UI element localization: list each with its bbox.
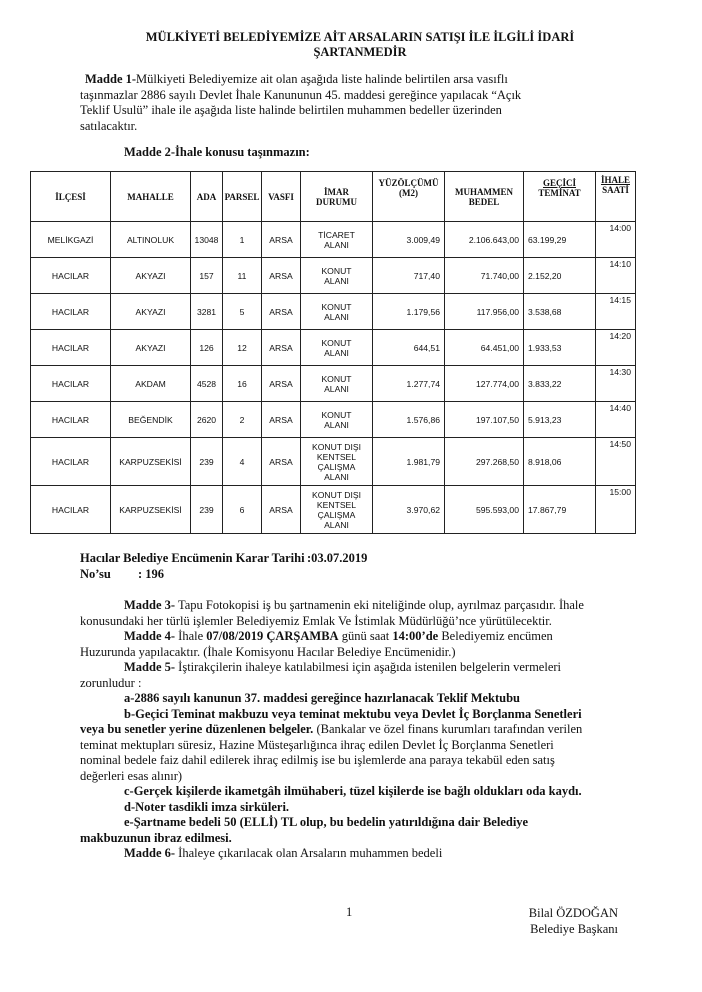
madde-5-item-a: a-2886 sayılı kanunun 37. maddesi gereğince hazırlanacak Teklif Mektubu: [124, 691, 521, 705]
cell-parsel: 6: [223, 486, 262, 534]
parcel-table: [30, 171, 636, 534]
cell-muhammen: 197.107,50: [445, 402, 524, 438]
cell-saat: 14:20: [596, 330, 636, 366]
cell-parsel: 16: [223, 366, 262, 402]
cell-imar: KONUT ALANI: [301, 294, 373, 330]
cell-ilce: HACILAR: [31, 258, 111, 294]
header-gecici-teminat: GEÇİCİ TEMİNAT: [524, 172, 596, 222]
table-row: [31, 486, 636, 534]
madde-1: [80, 72, 616, 134]
cell-muhammen: 2.106.643,00: [445, 222, 524, 258]
table-row: [31, 258, 636, 294]
signer-name: Bilal ÖZDOĞAN: [528, 906, 618, 920]
karar-tarih-value: :03.07.2019: [307, 551, 368, 565]
madde-1-line-2: taşınmazlar 2886 sayılı Devlet İhale Kanununun 45. maddesi gereğince yapılacak “Açık: [80, 87, 522, 102]
cell-imar: KONUT ALANI: [301, 366, 373, 402]
cell-parsel: 2: [223, 402, 262, 438]
cell-vasfi: ARSA: [262, 294, 301, 330]
cell-teminat: 2.152,20: [524, 258, 596, 294]
cell-imar: KONUT ALANI: [301, 330, 373, 366]
cell-ada: 126: [191, 330, 223, 366]
cell-teminat: 3.833,22: [524, 366, 596, 402]
cell-teminat: 8.918,06: [524, 438, 596, 486]
cell-ada: 4528: [191, 366, 223, 402]
table-row: [31, 402, 636, 438]
document-title: [80, 30, 640, 60]
madde-3-line-1: Tapu Fotokopisi iş bu şartnamenin eki niteliğinde olup, ayrılmaz parçasıdır. İhale: [175, 598, 584, 612]
cell-parsel: 12: [223, 330, 262, 366]
table-row: [31, 222, 636, 258]
cell-saat: 14:00: [596, 222, 636, 258]
title-line-2: ŞARTANMEDİR: [313, 45, 407, 59]
table-row: [31, 294, 636, 330]
cell-ilce: HACILAR: [31, 330, 111, 366]
header-ilce: İLÇESİ: [31, 172, 111, 222]
madde-2-heading: Madde 2-İhale konusu taşınmazın:: [124, 145, 310, 159]
cell-saat: 14:15: [596, 294, 636, 330]
cell-muhammen: 297.268,50: [445, 438, 524, 486]
cell-mahalle: AKYAZI: [111, 294, 191, 330]
cell-muhammen: 64.451,00: [445, 330, 524, 366]
cell-imar: KONUT DIŞI KENTSEL ÇALIŞMA ALANI: [301, 486, 373, 534]
cell-ada: 2620: [191, 402, 223, 438]
cell-mahalle: BEĞENDİK: [111, 402, 191, 438]
cell-ilce: MELİKGAZİ: [31, 222, 111, 258]
header-ihale-saati: İHALE SAATİ: [596, 172, 636, 222]
madde-5-line-1: İştirakçilerin ihaleye katılabilmesi için aşağıda istenilen belgelerin vermeleri: [175, 660, 562, 674]
cell-mahalle: AKYAZI: [111, 330, 191, 366]
table-row: [31, 366, 636, 402]
madde-4-line-2: Huzurunda yapılacaktır. (İhale Komisyonu Hacılar Belediye Encümenidir.): [80, 644, 456, 659]
cell-mahalle: ALTINOLUK: [111, 222, 191, 258]
cell-imar: TİCARET ALANI: [301, 222, 373, 258]
cell-ada: 3281: [191, 294, 223, 330]
cell-saat: 14:40: [596, 402, 636, 438]
madde-5-item-e-2: makbuzunun ibraz edilmesi.: [80, 830, 232, 845]
cell-yuzolcumu: 1.576,86: [373, 402, 445, 438]
table-row: [31, 438, 636, 486]
articles-body: Madde 3- Tapu Fotokopisi iş bu şartnamenin eki niteliğinde olup, ayrılmaz parçasıdır. İhale konusundaki her türlü işlemler Belediyemiz Emlak Ve İstimlak Müdürlüğü’nce yürütülecektir. Madde 4- İhale 07/08/2019 ÇARŞAMBA günü saat 14:00’de Belediyemiz encümen Huzurunda yapılacaktır. (İhale Komisyonu Hacılar Belediye Encümenidir.) Madde 5- İştirakçilerin ihaleye katılabilmesi için aşağıda istenilen belgelerin vermeleri zorunludur : a-2886 sayılı kanunun 37. maddesi gereğince hazırlanacak Teklif Mektubu b-Geçici Teminat makbuzu veya teminat mektubu veya Devlet İç Borçlanma Senetleri veya bu senetler yerine düzenlenen belgeler. (Bankalar ve özel finans kurumları tarafından verilen teminat mektupları süresiz, Hazine Müsteşarlığınca ihraç edilen Devlet İç Borçlanma Senetleri nominal bedele faiz dahil edilerek ihraç edilmiş ise bu işlemlerde ana paraya tekabül eden satış değerleri esas alınır) c-Gerçek kişilerde ikametgâh ilmühaberi, tüzel kişilerde ise bağlı oldukları oda kaydı. d-Noter tasdikli imza sirküleri. e-Şartname bedeli 50 (ELLİ) TL olup, bu bedelin yatırıldığına dair Belediye makbuzunun ibraz edilmesi. Madde 6- İhaleye çıkarılacak olan Arsaların muhammen bedeli: [80, 598, 616, 862]
madde-5-item-b-1: b-Geçici Teminat makbuzu veya teminat mektubu veya Devlet İç Borçlanma Senetleri: [124, 706, 582, 721]
cell-yuzolcumu: 644,51: [373, 330, 445, 366]
cell-parsel: 5: [223, 294, 262, 330]
cell-muhammen: 595.593,00: [445, 486, 524, 534]
header-vasfi: VASFI: [262, 172, 301, 222]
table-row: [31, 330, 636, 366]
cell-ada: 157: [191, 258, 223, 294]
cell-mahalle: KARPUZSEKİSİ: [111, 486, 191, 534]
cell-muhammen: 117.956,00: [445, 294, 524, 330]
cell-ilce: HACILAR: [31, 294, 111, 330]
karar-block: [80, 551, 480, 583]
cell-mahalle: AKYAZI: [111, 258, 191, 294]
header-parsel: PARSEL: [223, 172, 262, 222]
cell-yuzolcumu: 3.970,62: [373, 486, 445, 534]
cell-ilce: HACILAR: [31, 438, 111, 486]
cell-mahalle: KARPUZSEKİSİ: [111, 438, 191, 486]
cell-ada: 13048: [191, 222, 223, 258]
cell-yuzolcumu: 1.277,74: [373, 366, 445, 402]
cell-yuzolcumu: 1.981,79: [373, 438, 445, 486]
cell-vasfi: ARSA: [262, 330, 301, 366]
cell-teminat: 63.199,29: [524, 222, 596, 258]
madde-4-label: Madde 4-: [124, 629, 176, 643]
cell-ilce: HACILAR: [31, 366, 111, 402]
karar-tarih-label: Hacılar Belediye Encümenin Karar Tarihi: [80, 551, 305, 565]
cell-imar: KONUT DIŞI KENTSEL ÇALIŞMA ALANI: [301, 438, 373, 486]
cell-saat: 14:10: [596, 258, 636, 294]
cell-vasfi: ARSA: [262, 222, 301, 258]
cell-teminat: 5.913,23: [524, 402, 596, 438]
cell-muhammen: 127.774,00: [445, 366, 524, 402]
title-line-1: MÜLKİYETİ BELEDİYEMİZE AİT ARSALARIN SATIŞI İLE İLGİLİ İDARİ: [145, 30, 575, 44]
madde-5-label: Madde 5-: [124, 660, 176, 674]
page-number: 1: [346, 905, 353, 919]
cell-mahalle: AKDAM: [111, 366, 191, 402]
cell-imar: KONUT ALANI: [301, 402, 373, 438]
cell-vasfi: ARSA: [262, 258, 301, 294]
signature-block: [418, 905, 618, 937]
madde-1-line-3: Teklif Usulü” ihale ile aşağıda liste halinde belirtilen muhammen bedeller üzerinden: [80, 103, 502, 117]
table-header-row: [31, 172, 636, 222]
madde-5-item-c: c-Gerçek kişilerde ikametgâh ilmühaberi, tüzel kişilerde ise bağlı oldukları oda kaydı.: [124, 784, 582, 798]
cell-vasfi: ARSA: [262, 438, 301, 486]
cell-saat: 14:30: [596, 366, 636, 402]
ihale-date: 07/08/2019 ÇARŞAMBA: [206, 629, 339, 643]
madde-6-label: Madde 6-: [124, 846, 176, 860]
cell-vasfi: ARSA: [262, 402, 301, 438]
madde-5-line-2: zorunludur :: [80, 675, 142, 690]
cell-ada: 239: [191, 438, 223, 486]
madde-3-line-2: konusundaki her türlü işlemler Belediyemiz Emlak Ve İstimlak Müdürlüğü’nce yürütülecektir.: [80, 613, 552, 628]
cell-ada: 239: [191, 486, 223, 534]
cell-teminat: 17.867,79: [524, 486, 596, 534]
cell-yuzolcumu: 1.179,56: [373, 294, 445, 330]
header-imar: İMAR DURUMU: [301, 172, 373, 222]
cell-imar: KONUT ALANI: [301, 258, 373, 294]
madde-5-item-b-4: nominal bedele faiz dahil edilerek ihraç edilmiş ise bu işlemlerde ana paraya tekabül eden satış: [80, 753, 555, 767]
madde-1-line-1: Mülkiyeti Belediyemize ait olan aşağıda liste halinde belirtilen arsa vasıflı: [136, 72, 508, 86]
header-yuzolcumu: YÜZÖLÇÜMÜ (M2): [373, 172, 445, 222]
madde-1-line-4: satılacaktır.: [80, 118, 138, 133]
cell-parsel: 11: [223, 258, 262, 294]
signer-title: Belediye Başkanı: [530, 922, 618, 936]
cell-parsel: 4: [223, 438, 262, 486]
cell-saat: 14:50: [596, 438, 636, 486]
madde-3-label: Madde 3-: [124, 598, 176, 612]
madde-5-item-d: d-Noter tasdikli imza sirküleri.: [124, 799, 290, 814]
ihale-time: 14:00’de: [392, 629, 439, 643]
header-ada: ADA: [191, 172, 223, 222]
cell-teminat: 3.538,68: [524, 294, 596, 330]
header-muhammen: MUHAMMEN BEDEL: [445, 172, 524, 222]
madde-6-text: İhaleye çıkarılacak olan Arsaların muhammen bedeli: [175, 846, 443, 860]
cell-vasfi: ARSA: [262, 486, 301, 534]
cell-ilce: HACILAR: [31, 486, 111, 534]
madde-5-item-e-1: e-Şartname bedeli 50 (ELLİ) TL olup, bu bedelin yatırıldığına dair Belediye: [124, 815, 529, 829]
cell-muhammen: 71.740,00: [445, 258, 524, 294]
cell-vasfi: ARSA: [262, 366, 301, 402]
madde-5-item-b-5: değerleri esas alınır): [80, 768, 183, 783]
madde-5-item-b-2-bold: veya bu senetler yerine düzenlenen belgeler.: [80, 722, 314, 736]
cell-teminat: 1.933,53: [524, 330, 596, 366]
karar-no-label: No’su: [80, 567, 111, 581]
cell-parsel: 1: [223, 222, 262, 258]
karar-no-value: : 196: [138, 567, 165, 581]
header-mahalle: MAHALLE: [111, 172, 191, 222]
cell-yuzolcumu: 3.009,49: [373, 222, 445, 258]
cell-ilce: HACILAR: [31, 402, 111, 438]
madde-5-item-b-3: teminat mektupları süresiz, Hazine Müsteşarlığınca ihraç edilen Devlet İç Borçlanma Senetleri: [80, 737, 554, 752]
madde-1-label: Madde 1-: [85, 72, 137, 86]
cell-saat: 15:00: [596, 486, 636, 534]
cell-yuzolcumu: 717,40: [373, 258, 445, 294]
madde-5-item-b-2: (Bankalar ve özel finans kurumları tarafından verilen: [313, 722, 583, 736]
